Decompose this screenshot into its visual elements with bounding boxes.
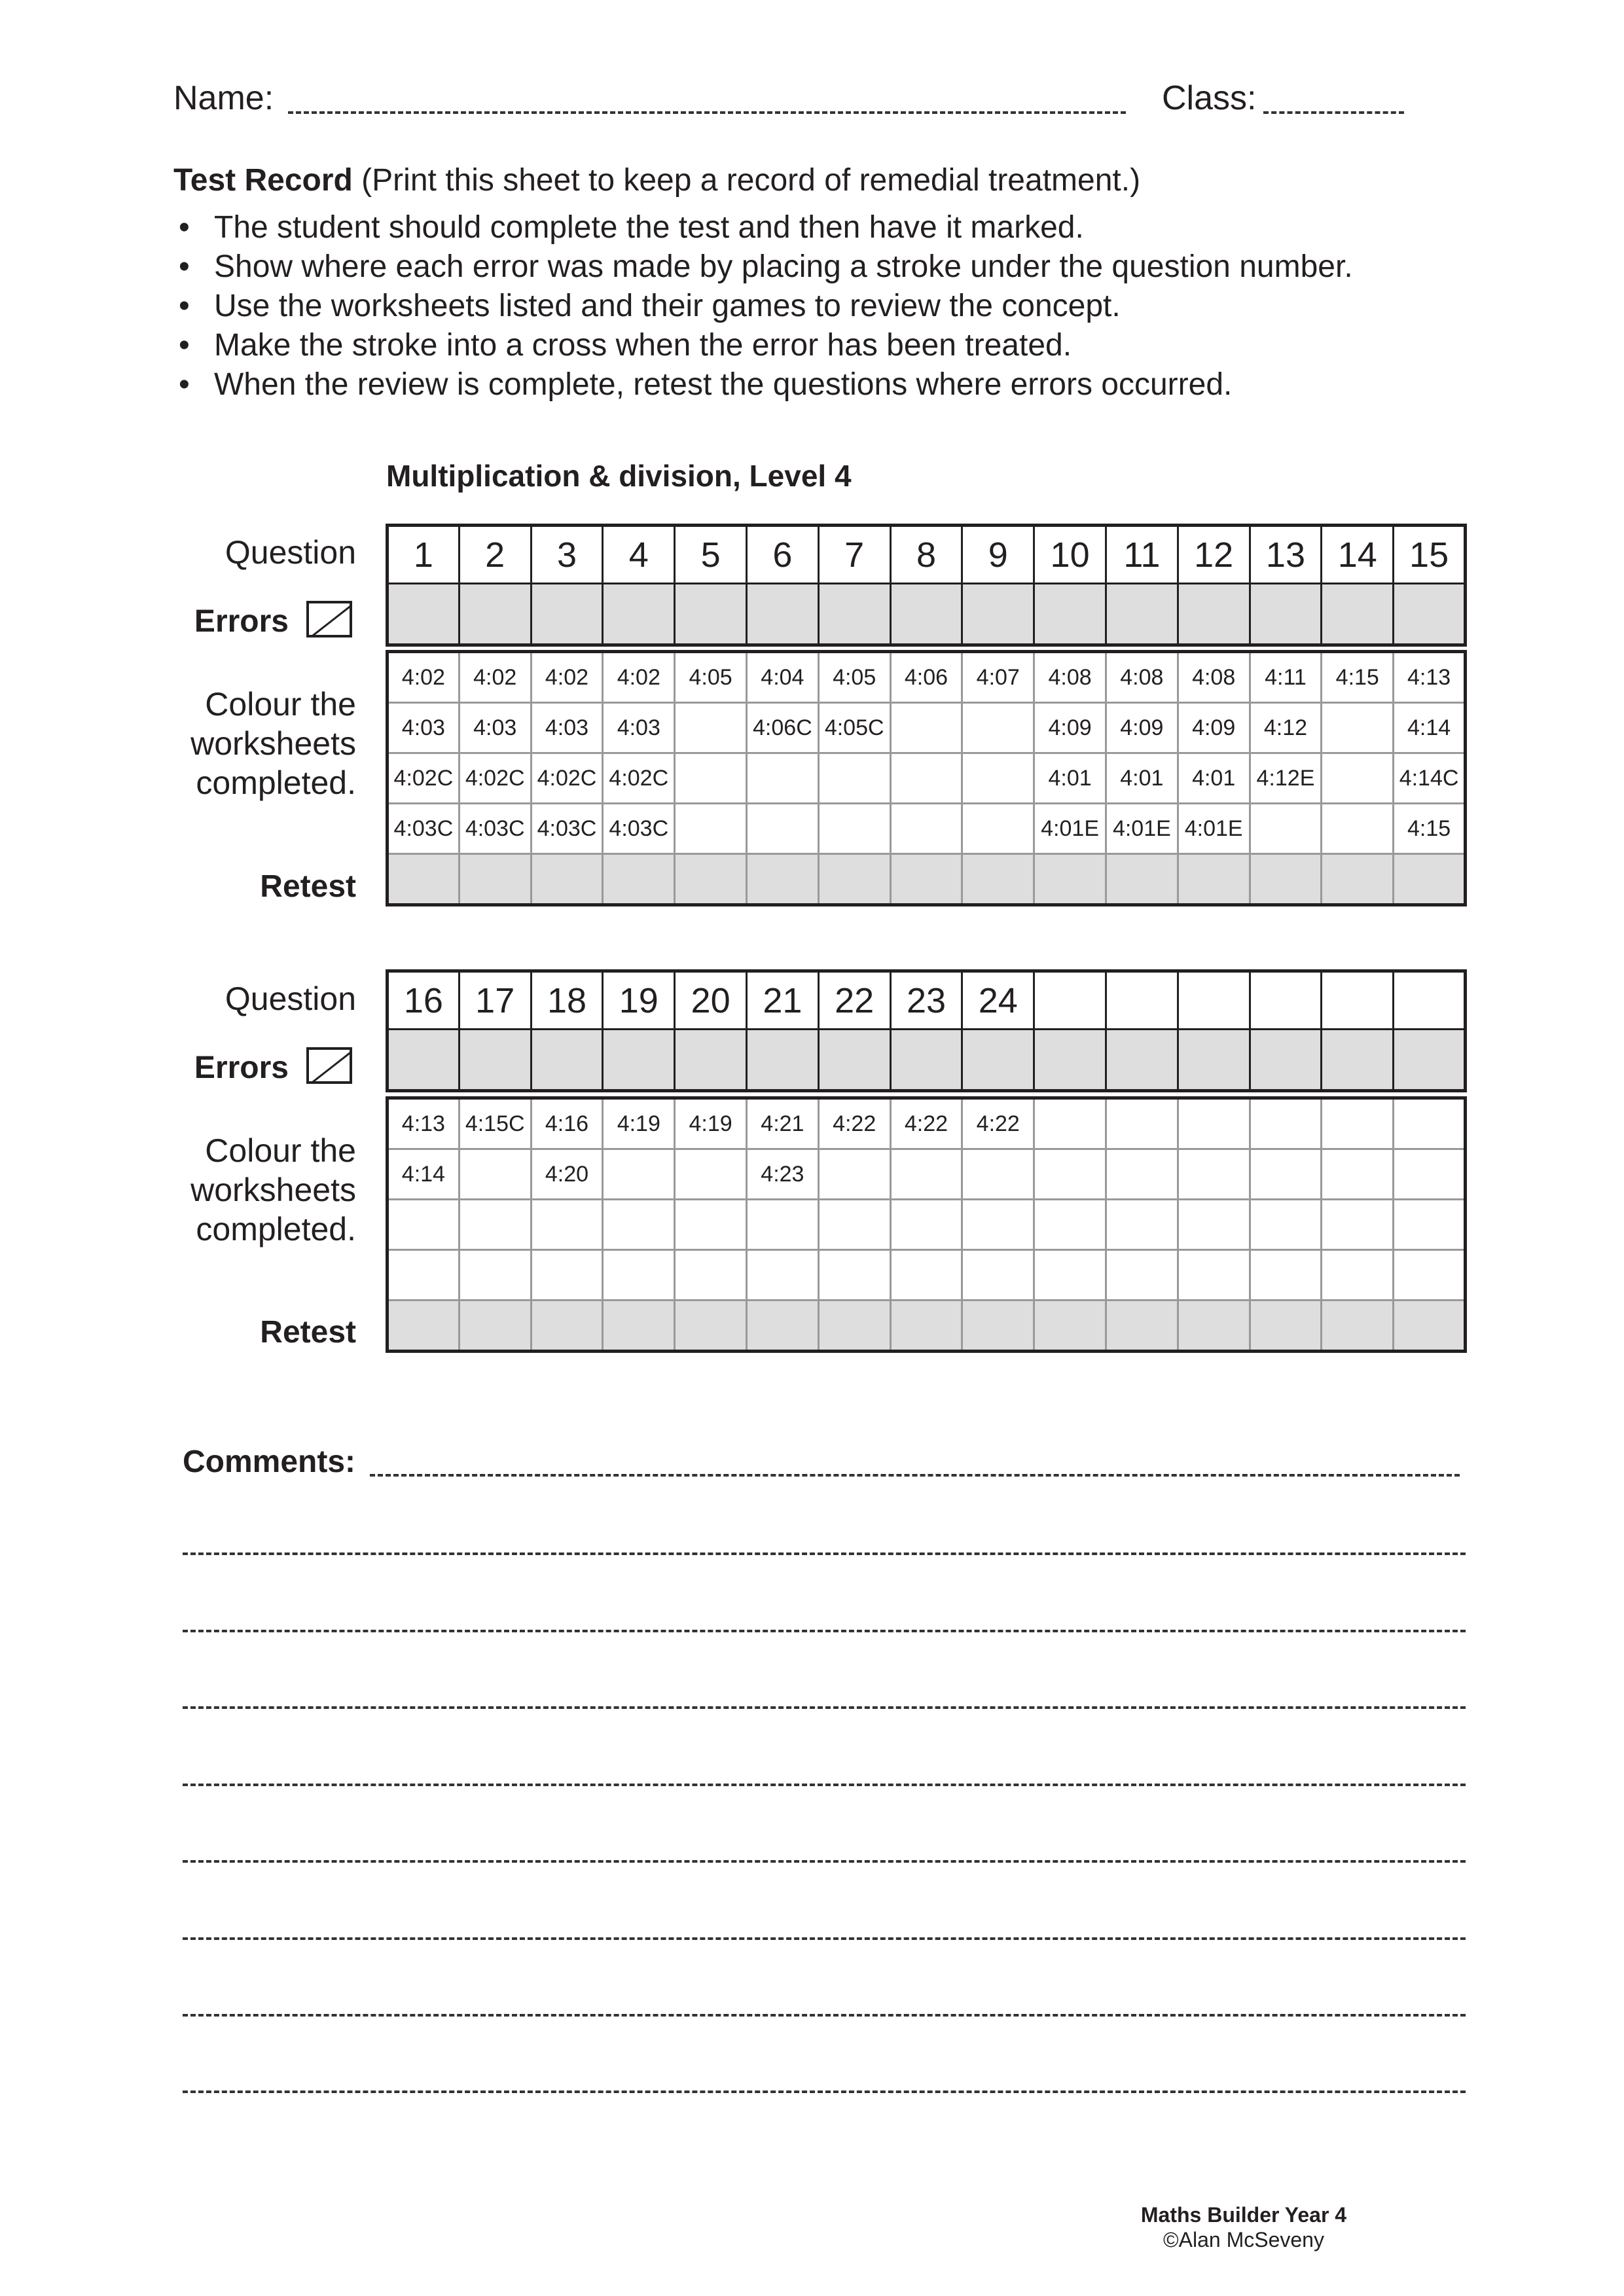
worksheet-cell[interactable] xyxy=(818,1149,890,1200)
worksheet-cell[interactable] xyxy=(1178,1149,1250,1200)
worksheet-cell[interactable]: 4:06 xyxy=(890,652,962,703)
worksheet-cell[interactable] xyxy=(890,1200,962,1250)
worksheets-table-1 xyxy=(386,650,1467,906)
worksheet-cell[interactable] xyxy=(818,1250,890,1300)
worksheet-cell[interactable]: 4:13 xyxy=(388,1098,460,1149)
question-row xyxy=(388,971,1466,1030)
worksheet-cell[interactable]: 4:21 xyxy=(746,1098,818,1149)
colour-worksheets-label xyxy=(190,685,356,802)
errors-cell[interactable] xyxy=(459,1030,531,1091)
question-number: 4 xyxy=(603,526,675,584)
retest-cell[interactable] xyxy=(675,1300,747,1352)
errors-cell[interactable] xyxy=(1034,1030,1106,1091)
worksheet-cell[interactable] xyxy=(962,1250,1034,1300)
errors-cell[interactable] xyxy=(1106,1030,1178,1091)
worksheet-cell[interactable] xyxy=(1250,1098,1322,1149)
worksheet-cell[interactable]: 4:22 xyxy=(818,1098,890,1149)
worksheet-cell[interactable]: 4:15 xyxy=(1322,652,1394,703)
colour-label-line: completed. xyxy=(196,764,356,801)
worksheet-cell[interactable]: 4:16 xyxy=(531,1098,603,1149)
errors-cell[interactable] xyxy=(818,584,890,645)
worksheet-cell[interactable] xyxy=(818,1200,890,1250)
worksheet-cell[interactable]: 4:22 xyxy=(962,1098,1034,1149)
worksheet-row xyxy=(388,703,1466,753)
worksheet-cell[interactable]: 4:22 xyxy=(890,1098,962,1149)
worksheet-cell[interactable]: 4:04 xyxy=(746,652,818,703)
worksheet-row xyxy=(388,753,1466,804)
worksheet-cell[interactable] xyxy=(675,804,747,854)
errors-cell[interactable] xyxy=(746,584,818,645)
worksheet-cell[interactable] xyxy=(890,804,962,854)
question-label: Question xyxy=(225,980,356,1017)
comments-line[interactable] xyxy=(183,1784,1466,1786)
worksheet-cell[interactable]: 4:02C xyxy=(603,753,675,804)
worksheet-cell[interactable] xyxy=(531,1250,603,1300)
errors-label: Errors xyxy=(194,604,289,639)
retest-cell[interactable] xyxy=(603,1300,675,1352)
comments-line[interactable] xyxy=(183,1860,1466,1863)
worksheet-cell[interactable]: 4:14 xyxy=(388,1149,460,1200)
question-number: 11 xyxy=(1106,526,1178,584)
question-number: 17 xyxy=(459,971,531,1030)
worksheet-cell[interactable]: 4:03 xyxy=(531,703,603,753)
worksheet-cell[interactable]: 4:02 xyxy=(459,652,531,703)
worksheet-cell[interactable] xyxy=(818,804,890,854)
worksheet-cell[interactable]: 4:08 xyxy=(1178,652,1250,703)
worksheet-cell[interactable]: 4:05 xyxy=(675,652,747,703)
errors-cell[interactable] xyxy=(890,1030,962,1091)
worksheet-row xyxy=(388,652,1466,703)
question-number: 15 xyxy=(1394,526,1466,584)
retest-cell[interactable] xyxy=(1394,854,1466,905)
worksheet-cell[interactable] xyxy=(746,804,818,854)
worksheet-cell[interactable]: 4:05C xyxy=(818,703,890,753)
worksheet-cell[interactable]: 4:03 xyxy=(388,703,460,753)
worksheet-cell[interactable] xyxy=(1322,1098,1394,1149)
errors-row xyxy=(388,584,1466,645)
comments-line[interactable] xyxy=(183,1552,1466,1555)
retest-cell[interactable] xyxy=(388,854,460,905)
worksheet-cell[interactable] xyxy=(603,1250,675,1300)
worksheet-cell[interactable] xyxy=(1034,1098,1106,1149)
worksheet-cell[interactable] xyxy=(1106,1098,1178,1149)
worksheet-cell[interactable]: 4:01 xyxy=(1106,753,1178,804)
retest-cell[interactable] xyxy=(818,1300,890,1352)
retest-cell[interactable] xyxy=(459,854,531,905)
question-number: 20 xyxy=(675,971,747,1030)
retest-cell[interactable] xyxy=(746,854,818,905)
errors-cell[interactable] xyxy=(962,584,1034,645)
worksheet-cell[interactable] xyxy=(746,1250,818,1300)
question-number: 16 xyxy=(388,971,460,1030)
retest-cell[interactable] xyxy=(459,1300,531,1352)
question-number: 1 xyxy=(388,526,460,584)
worksheet-cell[interactable]: 4:13 xyxy=(1394,652,1466,703)
question-number: 21 xyxy=(746,971,818,1030)
worksheet-cell[interactable]: 4:15C xyxy=(459,1098,531,1149)
worksheet-cell[interactable] xyxy=(1322,703,1394,753)
errors-cell[interactable] xyxy=(1178,1030,1250,1091)
question-number: 24 xyxy=(962,971,1034,1030)
test-record-title: Test Record xyxy=(173,163,353,198)
question-number: 23 xyxy=(890,971,962,1030)
worksheet-cell[interactable]: 4:23 xyxy=(746,1149,818,1200)
errors-cell[interactable] xyxy=(1394,584,1466,645)
comments-line[interactable] xyxy=(183,1706,1466,1709)
question-number: 12 xyxy=(1178,526,1250,584)
worksheet-cell[interactable]: 4:02C xyxy=(531,753,603,804)
worksheet-cell[interactable] xyxy=(1250,1200,1322,1250)
worksheet-cell[interactable] xyxy=(675,1149,747,1200)
question-number xyxy=(1178,971,1250,1030)
worksheet-cell[interactable] xyxy=(675,1250,747,1300)
errors-cell[interactable] xyxy=(675,584,747,645)
worksheet-cell[interactable] xyxy=(890,703,962,753)
question-number: 19 xyxy=(603,971,675,1030)
errors-cell[interactable] xyxy=(890,584,962,645)
worksheet-cell[interactable] xyxy=(962,1200,1034,1250)
class-field[interactable] xyxy=(1263,111,1404,114)
worksheet-cell[interactable]: 4:09 xyxy=(1178,703,1250,753)
worksheet-row xyxy=(388,804,1466,854)
worksheet-cell[interactable]: 4:05 xyxy=(818,652,890,703)
worksheet-cell[interactable] xyxy=(675,753,747,804)
question-number xyxy=(1394,971,1466,1030)
worksheet-cell[interactable] xyxy=(746,753,818,804)
instruction-item: • Use the worksheets listed and their games to review the concept. xyxy=(173,287,1353,326)
comments-line[interactable] xyxy=(183,2090,1466,2093)
worksheet-cell[interactable] xyxy=(459,1250,531,1300)
stroke-key-icon xyxy=(306,1047,352,1084)
worksheet-cell[interactable]: 4:12 xyxy=(1250,703,1322,753)
retest-row xyxy=(388,1300,1466,1352)
worksheet-cell[interactable] xyxy=(962,703,1034,753)
retest-row xyxy=(388,854,1466,905)
errors-cell[interactable] xyxy=(531,584,603,645)
worksheet-cell[interactable] xyxy=(1322,1200,1394,1250)
errors-cell[interactable] xyxy=(1394,1030,1466,1091)
retest-cell[interactable] xyxy=(1322,854,1394,905)
comments-line[interactable] xyxy=(183,1937,1466,1940)
worksheet-cell[interactable] xyxy=(459,1200,531,1250)
errors-label: Errors xyxy=(194,1050,289,1085)
errors-cell[interactable] xyxy=(675,1030,747,1091)
retest-cell[interactable] xyxy=(890,854,962,905)
worksheet-cell[interactable]: 4:02 xyxy=(388,652,460,703)
errors-cell[interactable] xyxy=(388,584,460,645)
name-label: Name: xyxy=(173,79,274,117)
worksheet-cell[interactable]: 4:01E xyxy=(1106,804,1178,854)
errors-cell[interactable] xyxy=(1106,584,1178,645)
retest-cell[interactable] xyxy=(603,854,675,905)
section-title: Multiplication & division, Level 4 xyxy=(386,459,852,493)
worksheet-row xyxy=(388,1149,1466,1200)
class-label: Class: xyxy=(1162,79,1257,117)
question-number xyxy=(1250,971,1322,1030)
retest-cell[interactable] xyxy=(1250,1300,1322,1352)
worksheet-cell[interactable]: 4:15 xyxy=(1394,804,1466,854)
test-record-note: (Print this sheet to keep a record of remedial treatment.) xyxy=(352,163,1141,198)
worksheet-cell[interactable] xyxy=(388,1250,460,1300)
worksheet-cell[interactable] xyxy=(1322,1250,1394,1300)
retest-cell[interactable] xyxy=(675,854,747,905)
worksheet-cell[interactable] xyxy=(818,753,890,804)
retest-cell[interactable] xyxy=(1322,1300,1394,1352)
worksheet-cell[interactable] xyxy=(962,804,1034,854)
worksheet-row xyxy=(388,1250,1466,1300)
errors-cell[interactable] xyxy=(962,1030,1034,1091)
errors-row xyxy=(388,1030,1466,1091)
worksheets-table-2 xyxy=(386,1096,1467,1353)
worksheet-row xyxy=(388,1098,1466,1149)
question-number: 3 xyxy=(531,526,603,584)
errors-cell[interactable] xyxy=(603,584,675,645)
name-field[interactable] xyxy=(288,111,1126,114)
worksheet-cell[interactable]: 4:19 xyxy=(603,1098,675,1149)
question-number: 14 xyxy=(1322,526,1394,584)
question-errors-table-1 xyxy=(386,524,1467,647)
colour-label-line: worksheets xyxy=(190,725,356,762)
errors-cell[interactable] xyxy=(1034,584,1106,645)
retest-cell[interactable] xyxy=(1106,1300,1178,1352)
worksheet-cell[interactable]: 4:03 xyxy=(459,703,531,753)
question-number: 7 xyxy=(818,526,890,584)
worksheet-cell[interactable]: 4:09 xyxy=(1034,703,1106,753)
retest-cell[interactable] xyxy=(1178,1300,1250,1352)
worksheet-row xyxy=(388,1200,1466,1250)
worksheet-cell[interactable] xyxy=(890,1250,962,1300)
retest-cell[interactable] xyxy=(1178,854,1250,905)
retest-cell[interactable] xyxy=(746,1300,818,1352)
colour-worksheets-label xyxy=(190,1131,356,1249)
worksheet-cell[interactable]: 4:07 xyxy=(962,652,1034,703)
question-number: 6 xyxy=(746,526,818,584)
worksheet-cell[interactable] xyxy=(388,1200,460,1250)
worksheet-cell[interactable]: 4:09 xyxy=(1106,703,1178,753)
worksheet-cell[interactable] xyxy=(1034,1250,1106,1300)
colour-label-line: Colour the xyxy=(205,686,356,723)
question-number: 22 xyxy=(818,971,890,1030)
instruction-item: • When the review is complete, retest the questions where errors occurred. xyxy=(173,365,1353,404)
colour-label-line: Colour the xyxy=(205,1132,356,1169)
worksheet-cell[interactable] xyxy=(1250,1250,1322,1300)
comments-line[interactable] xyxy=(370,1474,1460,1477)
worksheet-cell[interactable] xyxy=(1394,1149,1466,1200)
retest-cell[interactable] xyxy=(818,854,890,905)
worksheet-cell[interactable] xyxy=(459,1149,531,1200)
worksheet-cell[interactable] xyxy=(1322,804,1394,854)
worksheet-cell[interactable] xyxy=(1178,1098,1250,1149)
question-number xyxy=(1106,971,1178,1030)
retest-cell[interactable] xyxy=(962,854,1034,905)
footer-copyright: ©Alan McSeveny xyxy=(1163,2228,1324,2251)
comments-label: Comments: xyxy=(183,1444,356,1479)
worksheet-cell[interactable]: 4:01E xyxy=(1178,804,1250,854)
worksheet-cell[interactable] xyxy=(1322,1149,1394,1200)
worksheet-cell[interactable] xyxy=(890,1149,962,1200)
worksheet-cell[interactable] xyxy=(1106,1149,1178,1200)
errors-cell[interactable] xyxy=(459,584,531,645)
worksheet-cell[interactable] xyxy=(746,1200,818,1250)
worksheet-cell[interactable]: 4:01 xyxy=(1178,753,1250,804)
question-number xyxy=(1322,971,1394,1030)
retest-cell[interactable] xyxy=(1394,1300,1466,1352)
worksheet-cell[interactable] xyxy=(890,753,962,804)
retest-cell[interactable] xyxy=(1034,1300,1106,1352)
question-number: 8 xyxy=(890,526,962,584)
instruction-list xyxy=(173,208,1353,404)
worksheet-cell[interactable] xyxy=(1106,1200,1178,1250)
worksheet-cell[interactable] xyxy=(1250,1149,1322,1200)
worksheet-cell[interactable]: 4:02C xyxy=(388,753,460,804)
retest-cell[interactable] xyxy=(1034,854,1106,905)
retest-cell[interactable] xyxy=(962,1300,1034,1352)
question-errors-table-2 xyxy=(386,969,1467,1092)
worksheet-cell[interactable] xyxy=(1178,1250,1250,1300)
errors-cell[interactable] xyxy=(603,1030,675,1091)
worksheet-cell[interactable]: 4:06C xyxy=(746,703,818,753)
worksheet-cell[interactable]: 4:08 xyxy=(1106,652,1178,703)
question-number xyxy=(1034,971,1106,1030)
worksheet-cell[interactable]: 4:02C xyxy=(459,753,531,804)
comments-line[interactable] xyxy=(183,1630,1466,1632)
worksheet-cell[interactable]: 4:03 xyxy=(603,703,675,753)
errors-cell[interactable] xyxy=(1178,584,1250,645)
instruction-item: • Make the stroke into a cross when the error has been treated. xyxy=(173,326,1353,365)
worksheet-cell[interactable]: 4:12E xyxy=(1250,753,1322,804)
retest-cell[interactable] xyxy=(388,1300,460,1352)
retest-cell[interactable] xyxy=(1106,854,1178,905)
stroke-key-icon xyxy=(306,601,352,637)
worksheet-cell[interactable]: 4:19 xyxy=(675,1098,747,1149)
worksheet-cell[interactable] xyxy=(1034,1149,1106,1200)
comments-line[interactable] xyxy=(183,2014,1466,2017)
worksheet-cell[interactable] xyxy=(1250,804,1322,854)
worksheet-cell[interactable]: 4:14C xyxy=(1394,753,1466,804)
errors-cell[interactable] xyxy=(1322,584,1394,645)
worksheet-cell[interactable]: 4:08 xyxy=(1034,652,1106,703)
question-label: Question xyxy=(225,534,356,571)
question-number: 10 xyxy=(1034,526,1106,584)
question-number: 2 xyxy=(459,526,531,584)
worksheet-cell[interactable]: 4:03C xyxy=(388,804,460,854)
question-row xyxy=(388,526,1466,584)
worksheet-cell[interactable] xyxy=(1106,1250,1178,1300)
worksheet-cell[interactable] xyxy=(1034,1200,1106,1250)
question-number: 9 xyxy=(962,526,1034,584)
errors-cell[interactable] xyxy=(1322,1030,1394,1091)
errors-cell[interactable] xyxy=(388,1030,460,1091)
worksheet-cell[interactable] xyxy=(675,703,747,753)
worksheet-cell[interactable]: 4:11 xyxy=(1250,652,1322,703)
errors-cell[interactable] xyxy=(1250,584,1322,645)
worksheet-cell[interactable] xyxy=(603,1200,675,1250)
worksheet-cell[interactable] xyxy=(1394,1098,1466,1149)
worksheet-cell[interactable]: 4:20 xyxy=(531,1149,603,1200)
worksheet-cell[interactable]: 4:02 xyxy=(531,652,603,703)
worksheet-cell[interactable] xyxy=(531,1200,603,1250)
worksheet-cell[interactable]: 4:01 xyxy=(1034,753,1106,804)
worksheet-cell[interactable]: 4:03C xyxy=(531,804,603,854)
colour-label-line: completed. xyxy=(196,1211,356,1247)
retest-cell[interactable] xyxy=(890,1300,962,1352)
errors-cell[interactable] xyxy=(818,1030,890,1091)
instruction-item: • The student should complete the test and then have it marked. xyxy=(173,208,1353,247)
retest-label: Retest xyxy=(260,1315,356,1350)
question-number: 5 xyxy=(675,526,747,584)
errors-cell[interactable] xyxy=(746,1030,818,1091)
worksheet-cell[interactable]: 4:14 xyxy=(1394,703,1466,753)
worksheet-cell[interactable] xyxy=(603,1149,675,1200)
footer-title: Maths Builder Year 4 xyxy=(1140,2203,1347,2227)
retest-label: Retest xyxy=(260,869,356,904)
worksheet-cell[interactable]: 4:01E xyxy=(1034,804,1106,854)
errors-cell[interactable] xyxy=(1250,1030,1322,1091)
worksheet-cell[interactable] xyxy=(1178,1200,1250,1250)
retest-cell[interactable] xyxy=(531,1300,603,1352)
test-record-heading xyxy=(173,162,1140,198)
worksheet-cell[interactable] xyxy=(962,1149,1034,1200)
colour-label-line: worksheets xyxy=(190,1172,356,1208)
retest-cell[interactable] xyxy=(1250,854,1322,905)
worksheet-cell[interactable] xyxy=(675,1200,747,1250)
worksheet-cell[interactable] xyxy=(1322,753,1394,804)
worksheet-cell[interactable] xyxy=(1394,1250,1466,1300)
worksheet-cell[interactable] xyxy=(962,753,1034,804)
instruction-item: • Show where each error was made by placing a stroke under the question number. xyxy=(173,247,1353,287)
question-number: 13 xyxy=(1250,526,1322,584)
errors-cell[interactable] xyxy=(531,1030,603,1091)
worksheet-cell[interactable]: 4:03C xyxy=(603,804,675,854)
question-number: 18 xyxy=(531,971,603,1030)
worksheet-cell[interactable]: 4:02 xyxy=(603,652,675,703)
worksheet-cell[interactable] xyxy=(1394,1200,1466,1250)
worksheet-cell[interactable]: 4:03C xyxy=(459,804,531,854)
retest-cell[interactable] xyxy=(531,854,603,905)
